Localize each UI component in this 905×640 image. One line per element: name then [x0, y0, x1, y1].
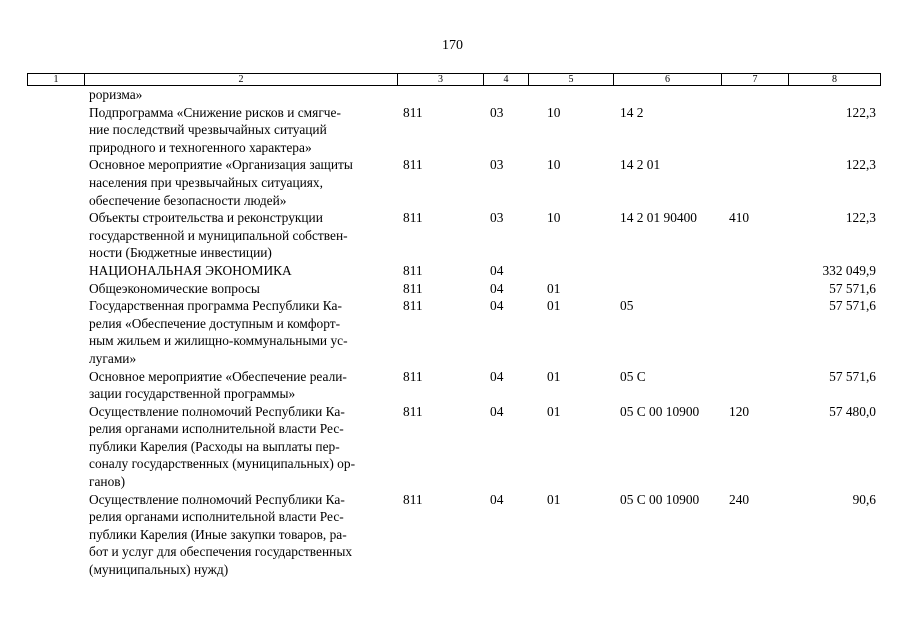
column-number-5: 5 — [529, 74, 614, 86]
page-number: 170 — [442, 38, 463, 53]
row-name: Государственная программа Республики Ка- релия «Обеспечение доступным и комфорт- ным жильем и жилищно-коммунальными ус- лугами» — [89, 298, 348, 366]
column-number-7: 7 — [722, 74, 789, 86]
column-number-2: 2 — [85, 74, 398, 86]
row-subsection-code: 10 — [547, 104, 561, 120]
row-section-code: 04 — [490, 280, 504, 296]
row-subsection-code: 01 — [547, 280, 561, 296]
table-row — [27, 209, 880, 262]
row-expense-type: 120 — [729, 403, 750, 419]
row-subsection-code: 10 — [547, 157, 561, 173]
row-name: Осуществление полномочий Республики Ка- релия органами исполнительной власти Рес- публики Карелия (Иные закупки товаров, ра- бот и услуг для обеспечения государственных (муниципальных) нужд) — [89, 491, 353, 578]
row-target-article: 05 С 00 10900 — [620, 491, 700, 507]
row-target-article: 14 2 01 — [620, 157, 661, 173]
row-name: НАЦИОНАЛЬНАЯ ЭКОНОМИКА — [89, 262, 292, 278]
row-section-code: 04 — [490, 298, 504, 314]
column-number-4: 4 — [484, 74, 529, 86]
row-subsection-code: 10 — [547, 210, 561, 226]
row-amount: 57 480,0 — [829, 403, 876, 419]
row-target-article: 05 — [620, 298, 634, 314]
table-row — [27, 280, 880, 298]
row-name: Объекты строительства и реконструкции государственной и муниципальной собствен- ности (Бюджетные инвестиции) — [89, 210, 348, 261]
row-section-code: 03 — [490, 210, 504, 226]
column-number-8: 8 — [789, 74, 881, 86]
column-number-3: 3 — [398, 74, 484, 86]
row-glava-code: 811 — [403, 210, 423, 226]
row-name: Подпрограмма «Снижение рисков и смягче- ние последствий чрезвычайных ситуаций природного и техногенного характера» — [89, 104, 341, 155]
table-row — [27, 262, 880, 280]
row-section-code: 04 — [490, 403, 504, 419]
table-row — [27, 491, 880, 579]
row-target-article: 05 С 00 10900 — [620, 403, 700, 419]
row-amount: 90,6 — [852, 491, 876, 507]
row-subsection-code: 01 — [547, 403, 561, 419]
row-name: Основное мероприятие «Организация защиты населения при чрезвычайных ситуациях, обеспечение безопасности людей» — [89, 157, 353, 208]
column-number-6: 6 — [614, 74, 722, 86]
row-glava-code: 811 — [403, 280, 423, 296]
row-section-code: 04 — [490, 368, 504, 384]
table-row — [27, 297, 880, 367]
row-glava-code: 811 — [403, 368, 423, 384]
row-amount: 332 049,9 — [822, 262, 876, 278]
table-row — [27, 403, 880, 491]
row-glava-code: 811 — [403, 403, 423, 419]
row-subsection-code: 01 — [547, 368, 561, 384]
row-glava-code: 811 — [403, 491, 423, 507]
table-row — [27, 104, 880, 157]
table-row — [27, 368, 880, 403]
table-row — [27, 156, 880, 209]
row-subsection-code: 01 — [547, 491, 561, 507]
row-section-code: 04 — [490, 491, 504, 507]
row-name: Общеэкономические вопросы — [89, 280, 260, 296]
row-glava-code: 811 — [403, 104, 423, 120]
row-glava-code: 811 — [403, 157, 423, 173]
row-name: Основное мероприятие «Обеспечение реали- зации государственной программы» — [89, 368, 347, 402]
row-name: роризма» — [89, 87, 143, 102]
row-amount: 122,3 — [845, 210, 876, 226]
row-target-article: 14 2 01 90400 — [620, 210, 697, 226]
row-amount: 57 571,6 — [829, 280, 876, 296]
table-row — [27, 86, 880, 104]
row-target-article: 14 2 — [620, 104, 644, 120]
row-amount: 57 571,6 — [829, 368, 876, 384]
row-name: Осуществление полномочий Республики Ка- релия органами исполнительной власти Рес- публики Карелия (Расходы на выплаты пер- соналу государственных (муниципальных) ор- ганов) — [89, 403, 356, 490]
row-expense-type: 410 — [729, 210, 750, 226]
row-target-article: 05 С — [620, 368, 646, 384]
row-section-code: 03 — [490, 157, 504, 173]
row-amount: 122,3 — [845, 104, 876, 120]
row-expense-type: 240 — [729, 491, 750, 507]
row-amount: 57 571,6 — [829, 298, 876, 314]
row-subsection-code: 01 — [547, 298, 561, 314]
column-header-row — [27, 73, 881, 86]
row-glava-code: 811 — [403, 262, 423, 278]
row-amount: 122,3 — [845, 157, 876, 173]
budget-table-body — [27, 86, 880, 579]
row-glava-code: 811 — [403, 298, 423, 314]
column-number-1: 1 — [28, 74, 85, 86]
row-section-code: 03 — [490, 104, 504, 120]
row-section-code: 04 — [490, 262, 504, 278]
